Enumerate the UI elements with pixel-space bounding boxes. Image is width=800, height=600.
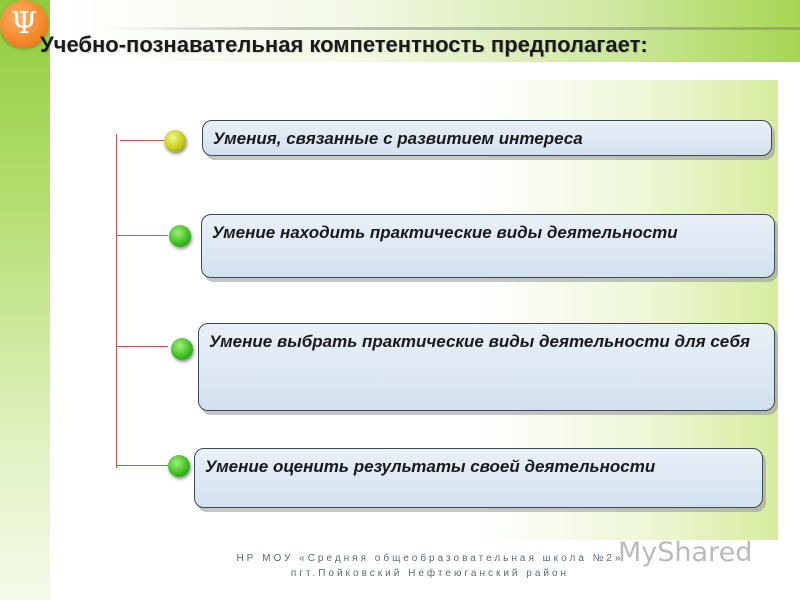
slide-title: Учебно-познавательная компетентность предполагает: [40, 32, 648, 57]
tree-branch-line [116, 235, 168, 236]
list-item-text: Умение выбрать практические виды деятельности для себя [209, 332, 750, 351]
list-item [198, 323, 775, 411]
bullet-yellow-icon [164, 130, 186, 152]
list-item-text: Умения, связанные с развитием интереса [213, 129, 583, 148]
list-item-text: Умение оценить результаты своей деятельности [205, 457, 656, 476]
tree-branch-line [120, 140, 164, 141]
footer-district: пгт.Пойковский Нефтеюганский район [290, 568, 570, 579]
tree-vertical-line [116, 134, 117, 468]
list-item-text: Умение находить практические виды деятельности [212, 223, 678, 242]
footer-school-name: НР МОУ «Средняя общеобразовательная школа №2» [236, 553, 624, 564]
list-item [202, 120, 772, 156]
tree-branch-line [116, 465, 168, 466]
list-item [201, 214, 775, 278]
tree-branch-line [116, 346, 168, 347]
list-item [194, 448, 763, 508]
psi-icon: Ψ [10, 6, 38, 41]
bullet-green-icon [169, 225, 191, 247]
left-decor-band [0, 0, 50, 600]
watermark-logo: MyShared [618, 537, 753, 568]
bullet-green-icon [168, 455, 190, 477]
bullet-green-icon [171, 338, 193, 360]
